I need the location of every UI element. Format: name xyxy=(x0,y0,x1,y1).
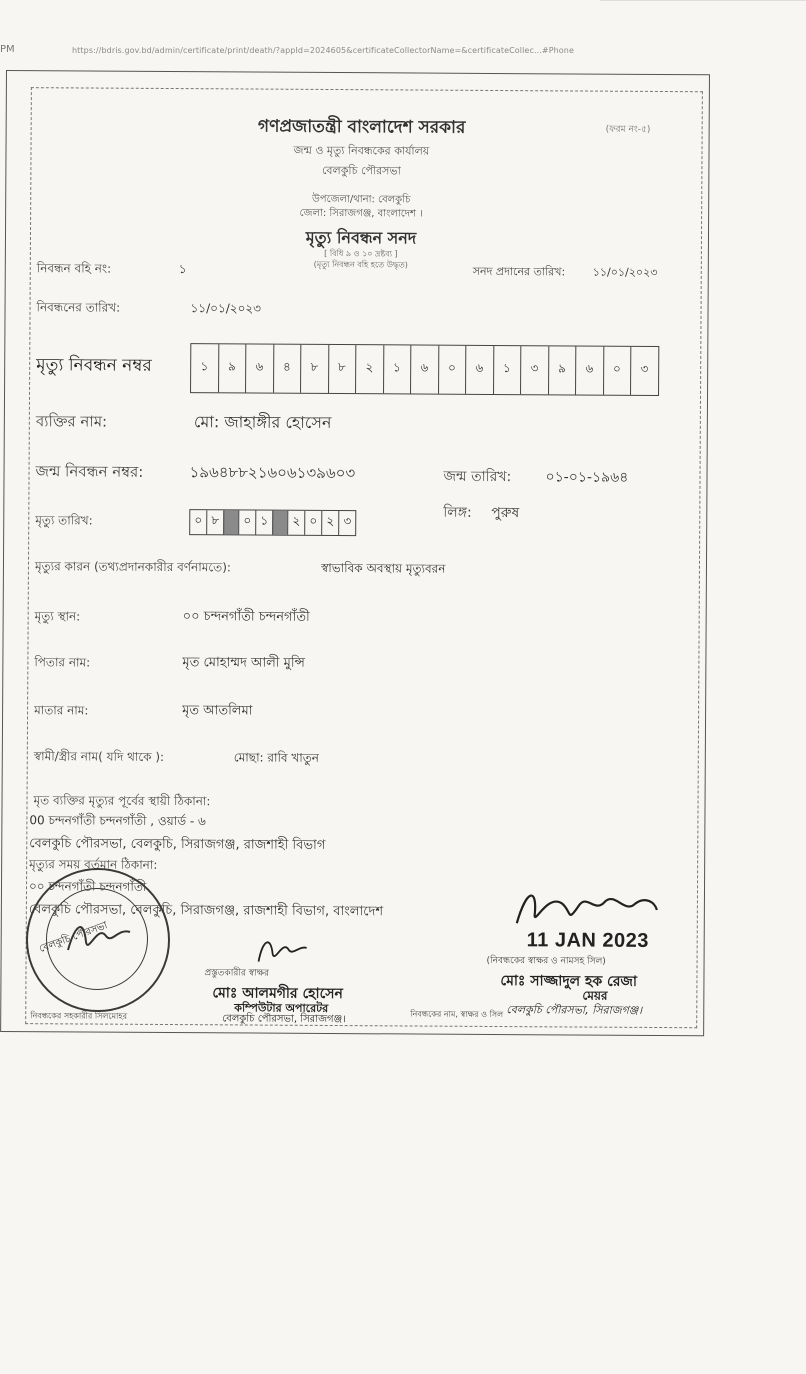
reg-digit: ৯ xyxy=(218,344,246,392)
present-address-label: মৃত্যুর সময় বর্তমান ঠিকানা: xyxy=(29,857,158,872)
death-reg-number-grid xyxy=(190,343,659,396)
present-address-line2: বেলকুচি পৌরসভা, বেলকুচি, সিরাজগঞ্জ, রাজশাহী বিভাগ, বাংলাদেশ xyxy=(28,902,384,920)
district: জেলা: সিরাজগঞ্জ, বাংলাদেশ । xyxy=(299,207,423,220)
date-digit: ৩ xyxy=(338,511,355,535)
spouse-value: মোছা: রাবি খাতুন xyxy=(233,750,320,765)
person-name-value: মো: জাহাঙ্গীর হোসেন xyxy=(193,412,332,432)
preparer-caption: প্রস্তুতকারীর স্বাক্ষর xyxy=(204,968,270,979)
cause-value: স্বাভাবিক অবস্থায় মৃত্যুবরন xyxy=(320,560,446,576)
spouse-label: স্বামী/স্ত্রীর নাম( যদি থাকে ): xyxy=(33,749,165,764)
date-digit: ০ xyxy=(238,510,255,534)
book-no-value: ১ xyxy=(178,262,187,277)
seal-text: বেলকুচি পৌরসভা xyxy=(37,920,110,955)
death-date-grid xyxy=(189,509,356,536)
permanent-address-label: মৃত ব্যক্তির মৃত্যুর পূর্বের স্থায়ী ঠিকানা: xyxy=(33,793,211,809)
birth-reg-value: ১৯৬৪৮৮২১৬০৬১৩৯৬০৩ xyxy=(189,463,356,483)
registrar-office: বেলকুচি পৌরসভা, সিরাজগঞ্জ। xyxy=(506,1003,643,1017)
permanent-address-line1: 00 চন্দনগাঁতী চন্দনগাঁতী , ওয়ার্ড - ৬ xyxy=(29,813,206,829)
issue-date-value: ১১/০১/২০২৩ xyxy=(592,265,658,279)
preparer-title: কম্পিউটার অপারেটর xyxy=(234,1001,329,1015)
reg-date-label: নিবন্ধনের তারিখ: xyxy=(36,300,121,315)
issue-date-label: সনদ প্রদানের তারিখ: xyxy=(472,264,566,279)
date-digit: ০ xyxy=(304,511,321,535)
gender-label: লিঙ্গ: xyxy=(443,504,472,521)
gender-value: পুরুষ xyxy=(491,504,520,522)
registrar-title: মেয়র xyxy=(582,988,608,1003)
print-time: PM xyxy=(0,44,15,55)
date-separator xyxy=(223,510,238,534)
date-digit: ১ xyxy=(255,511,272,535)
preparer-name: মোঃ আলমগীর হোসেন xyxy=(212,985,343,1003)
death-place-value: ০০ চন্দনগাঁতী চন্দনগাঁতী xyxy=(182,609,310,625)
person-name-label: ব্যক্তির নাম: xyxy=(35,412,108,431)
death-reg-label: মৃত্যু নিবন্ধন নম্বর xyxy=(36,355,152,376)
permanent-address-line2: বেলকুচি পৌরসভা, বেলকুচি, সিরাজগঞ্জ, রাজশাহী বিভাগ xyxy=(29,836,326,853)
cause-label: মৃত্যুর কারন (তথ্যপ্রদানকারীর বর্ণনামতে): xyxy=(34,559,231,575)
reg-digit: ১ xyxy=(383,345,411,393)
municipality-seal xyxy=(26,868,170,1012)
preparer-office: বেলকুচি পৌরসভা, সিরাজগঞ্জ। xyxy=(222,1013,346,1026)
preparer-signature xyxy=(253,932,313,968)
reg-digit: ৩ xyxy=(630,347,658,395)
reg-digit: ৯ xyxy=(548,346,576,394)
death-place-label: মৃত্যু স্থান: xyxy=(34,609,81,624)
present-address-line1: ০০ চন্দনগাঁতী চন্দনগাঁতী xyxy=(28,879,147,894)
reg-digit: ৬ xyxy=(575,346,603,394)
dob-value: ০১-০১-১৯৬৪ xyxy=(545,469,629,486)
reg-digit: ৬ xyxy=(245,344,273,392)
birth-reg-label: জন্ম নিবন্ধন নম্বর: xyxy=(35,462,144,481)
mother-value: মৃত আতলিমা xyxy=(182,703,253,719)
rule-note: [ বিধি ৯ ও ১০ দ্রষ্টব্য ] xyxy=(324,248,398,259)
dob-label: জন্ম তারিখ: xyxy=(443,468,512,486)
father-value: মৃত মোহাম্মদ আলী মুন্সি xyxy=(182,655,305,671)
registrar-name: মোঃ সাজ্জাদুল হক রেজা xyxy=(500,973,638,990)
document-title: মৃত্যু নিবন্ধন সনদ xyxy=(305,227,417,248)
reg-digit: ৬ xyxy=(410,345,438,393)
registrar-signature xyxy=(507,883,667,934)
reg-digit: ০ xyxy=(438,346,466,394)
reg-digit: ৬ xyxy=(465,346,493,394)
upazila: উপজেলা/থানা: বেলকুচি xyxy=(311,193,411,206)
father-label: পিতার নাম: xyxy=(34,655,91,670)
footer-right-caption: নিবন্ধকের নাম, স্বাক্ষর ও সিল xyxy=(410,1009,504,1020)
municipality-name: বেলকুচি পৌরসভা xyxy=(321,163,401,178)
page-edge-line xyxy=(600,0,806,9)
date-separator xyxy=(272,511,287,535)
date-digit: ৮ xyxy=(206,510,223,534)
print-url: https://bdris.gov.bd/admin/certificate/print/death/?appId=2024605&certificateCollectorName=&certificateCollec...#Phone xyxy=(72,46,574,55)
reg-digit: ১ xyxy=(493,346,521,394)
footer-left-caption: নিবন্ধকের সহকারীর সিলমোহর xyxy=(30,1011,128,1021)
reg-digit: ৪ xyxy=(273,345,301,393)
date-digit: ২ xyxy=(287,511,304,535)
reg-digit: ২ xyxy=(355,345,383,393)
date-digit: ০ xyxy=(194,513,203,528)
reg-digit: ১ xyxy=(200,359,209,374)
reg-digit: ০ xyxy=(603,347,631,395)
registrar-caption: (নিবন্ধকের স্বাক্ষর ও নামসহ সিল) xyxy=(486,955,606,967)
reg-digit: ৮ xyxy=(328,345,356,393)
form-number: (ফরম নং-৫) xyxy=(605,124,651,135)
date-digit: ২ xyxy=(321,511,338,535)
gov-title: গণপ্রজাতন্ত্রী বাংলাদেশ সরকার xyxy=(257,116,466,138)
date-stamp: 11 JAN 2023 xyxy=(526,929,650,952)
reg-digit: ৮ xyxy=(300,345,328,393)
death-date-label: মৃত্যু তারিখ: xyxy=(35,513,93,528)
reg-date-value: ১১/০১/২০২৩ xyxy=(190,301,262,316)
mother-label: মাতার নাম: xyxy=(34,703,89,718)
extract-note: (মৃত্যু নিবন্ধন বহি হতে উদ্ধৃত) xyxy=(313,259,408,270)
reg-digit: ৩ xyxy=(520,346,548,394)
book-no-label: নিবন্ধন বহি নং: xyxy=(36,261,112,276)
office-name: জন্ম ও মৃত্যু নিবন্ধকের কার্যালয় xyxy=(293,143,430,158)
